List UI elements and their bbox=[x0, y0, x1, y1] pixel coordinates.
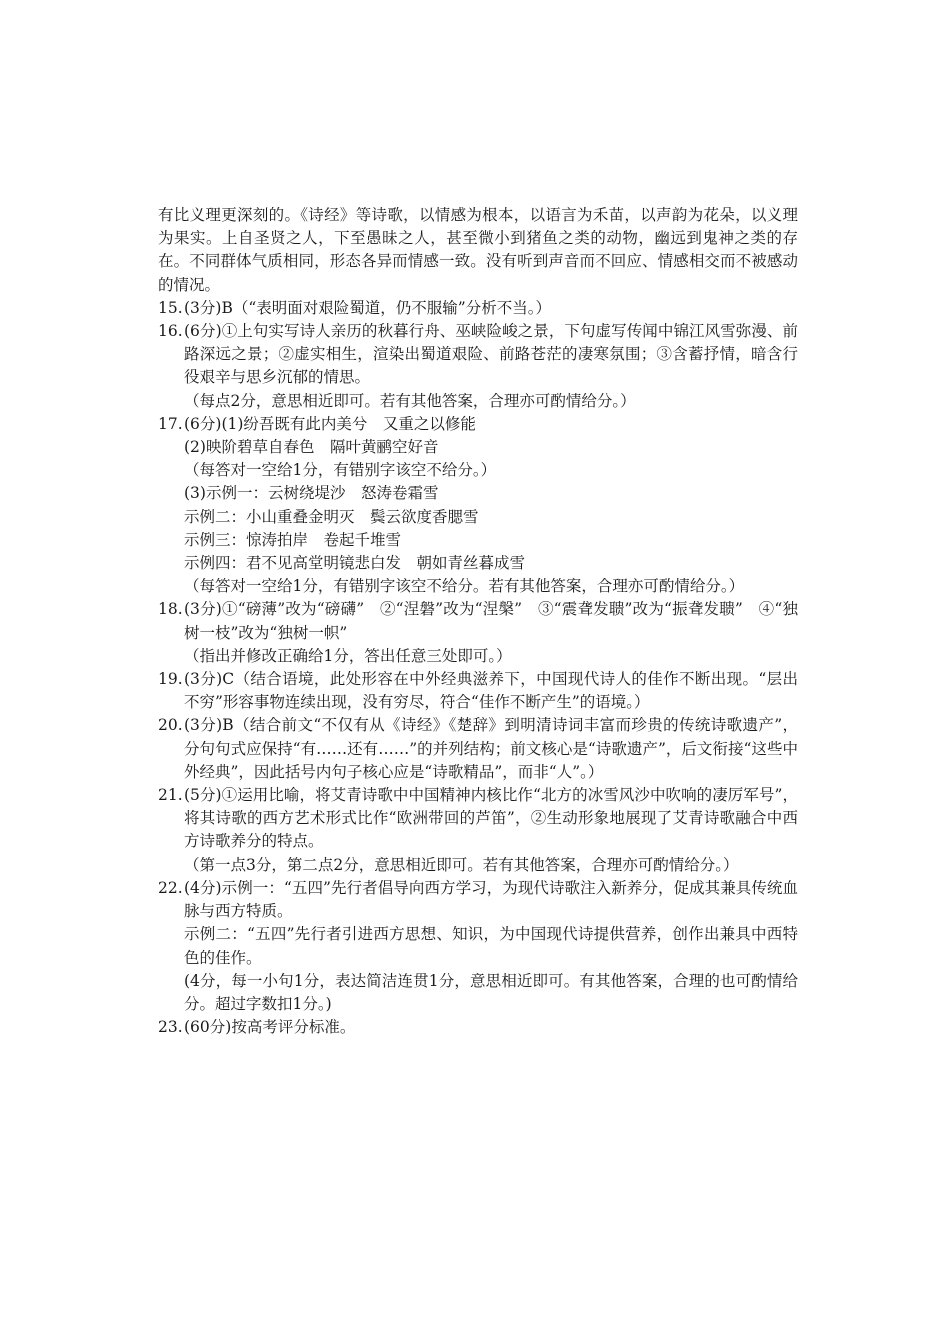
answer-text: (3分)B（结合前文“不仅有从《诗经》《楚辞》到明清诗词丰富而珍贵的传统诗歌遗产”，分句句式应保持“有……还有……”的并列结构；前文核心是“诗歌遗产”，后文衔接“这些中外经典”，因此括号内句子核心应是“诗歌精品”，而非“人”。） bbox=[184, 716, 798, 781]
intro-paragraph: 有比义理更深刻的。《诗经》等诗歌，以情感为根本，以语言为禾苗，以声韵为花朵，以义理为果实。上自圣贤之人，下至愚昧之人，甚至微小到猪鱼之类的动物，幽远到鬼神之类的存在。不同群体气质相同，形态各异而情感一致。没有听到声音而不回应、情感相交而不被感动的情况。 bbox=[158, 206, 798, 294]
answer-text: (3分)B（“表明面对艰险蜀道，仍不服输”分析不当。） bbox=[184, 298, 551, 317]
answer-text: （每答对一空给1分，有错别字该空不给分。） bbox=[184, 461, 497, 480]
answer-item bbox=[158, 784, 798, 877]
answer-text: 示例二：“五四”先行者引进西方思想、知识，为中国现代诗提供营养，创作出兼具中西特色的佳作。 bbox=[184, 925, 798, 967]
answer-text: （指出并修改正确给1分，答出任意三处即可。） bbox=[184, 646, 512, 665]
answer-text: 示例三：惊涛拍岸 卷起千堆雪 bbox=[184, 530, 402, 549]
answer-number: 19. bbox=[158, 670, 183, 689]
answer-text: (3分)C（结合语境，此处形容在中外经典滋养下，中国现代诗人的佳作不断出现。“层出不穷”形容事物连续出现，没有穷尽，符合“佳作不断产生”的语境。） bbox=[184, 670, 798, 712]
answer-number: 20. bbox=[158, 716, 183, 735]
answer-text: 示例四：君不见高堂明镜悲白发 朝如青丝暮成雪 bbox=[184, 554, 526, 573]
answer-number: 23. bbox=[158, 1018, 183, 1037]
answer-text: （第一点3分，第二点2分，意思相近即可。若有其他答案，合理亦可酌情给分。） bbox=[184, 855, 739, 874]
answer-number: 18. bbox=[158, 600, 183, 619]
answer-item bbox=[158, 877, 798, 1016]
answer-number: 17. bbox=[158, 414, 183, 433]
answer-item bbox=[158, 714, 798, 784]
answer-item bbox=[158, 668, 798, 714]
answer-number: 22. bbox=[158, 878, 183, 897]
answer-text: (6分)(1)纷吾既有此内美兮 又重之以修能 bbox=[184, 414, 476, 433]
answer-text: (3分)①“磅薄”改为“磅礴” ②“涅磐”改为“涅槃” ③“震聋发聩”改为“振聋发聩” ④“独树一枝”改为“独树一帜” bbox=[184, 600, 798, 642]
answer-text: (4分)示例一：“五四”先行者倡导向西方学习，为现代诗歌注入新养分，促成其兼具传统血脉与西方特质。 bbox=[184, 878, 798, 921]
answer-text: 示例二：小山重叠金明灭 鬓云欲度香腮雪 bbox=[184, 507, 479, 526]
answer-number: 16. bbox=[158, 322, 183, 341]
answer-text: (5分)①运用比喻，将艾青诗歌中中国精神内核比作“北方的冰雪风沙中吹响的凄厉军号”，将其诗歌的西方艺术形式比作“欧洲带回的芦笛”，②生动形象地展现了艾青诗歌融合中西方诗歌养分的特点。 bbox=[184, 786, 798, 851]
answer-item bbox=[158, 320, 798, 413]
answer-number: 21. bbox=[158, 786, 183, 805]
answer-text: （每点2分，意思相近即可。若有其他答案，合理亦可酌情给分。） bbox=[184, 391, 636, 410]
answer-text: (6分)①上句实写诗人亲历的秋暮行舟、巫峡险峻之景，下句虚写传闻中锦江风雪弥漫、前路深远之景；②虚实相生，渲染出蜀道艰险、前路苍茫的凄寒氛围；③含蓄抒情，暗含行役艰辛与思乡沉郁的情思。 bbox=[184, 322, 798, 387]
answer-item bbox=[158, 413, 798, 599]
answer-item bbox=[158, 297, 798, 320]
answer-item bbox=[158, 598, 798, 668]
answer-text: (3)示例一：云树绕堤沙 怒涛卷霜雪 bbox=[184, 484, 439, 503]
answer-number: 15. bbox=[158, 298, 183, 317]
answer-key-page bbox=[158, 204, 798, 1039]
answer-text: (2)映阶碧草自春色 隔叶黄鹂空好音 bbox=[184, 438, 439, 457]
answer-text: （每答对一空给1分，有错别字该空不给分。若有其他答案，合理亦可酌情给分。） bbox=[184, 577, 745, 596]
answer-text: (60分)按高考评分标准。 bbox=[184, 1018, 356, 1037]
answer-item bbox=[158, 1016, 798, 1039]
answer-list bbox=[158, 297, 798, 1040]
answer-text: (4分，每一小句1分，表达简洁连贯1分，意思相近即可。有其他答案，合理的也可酌情给分。超过字数扣1分。) bbox=[184, 971, 798, 1013]
